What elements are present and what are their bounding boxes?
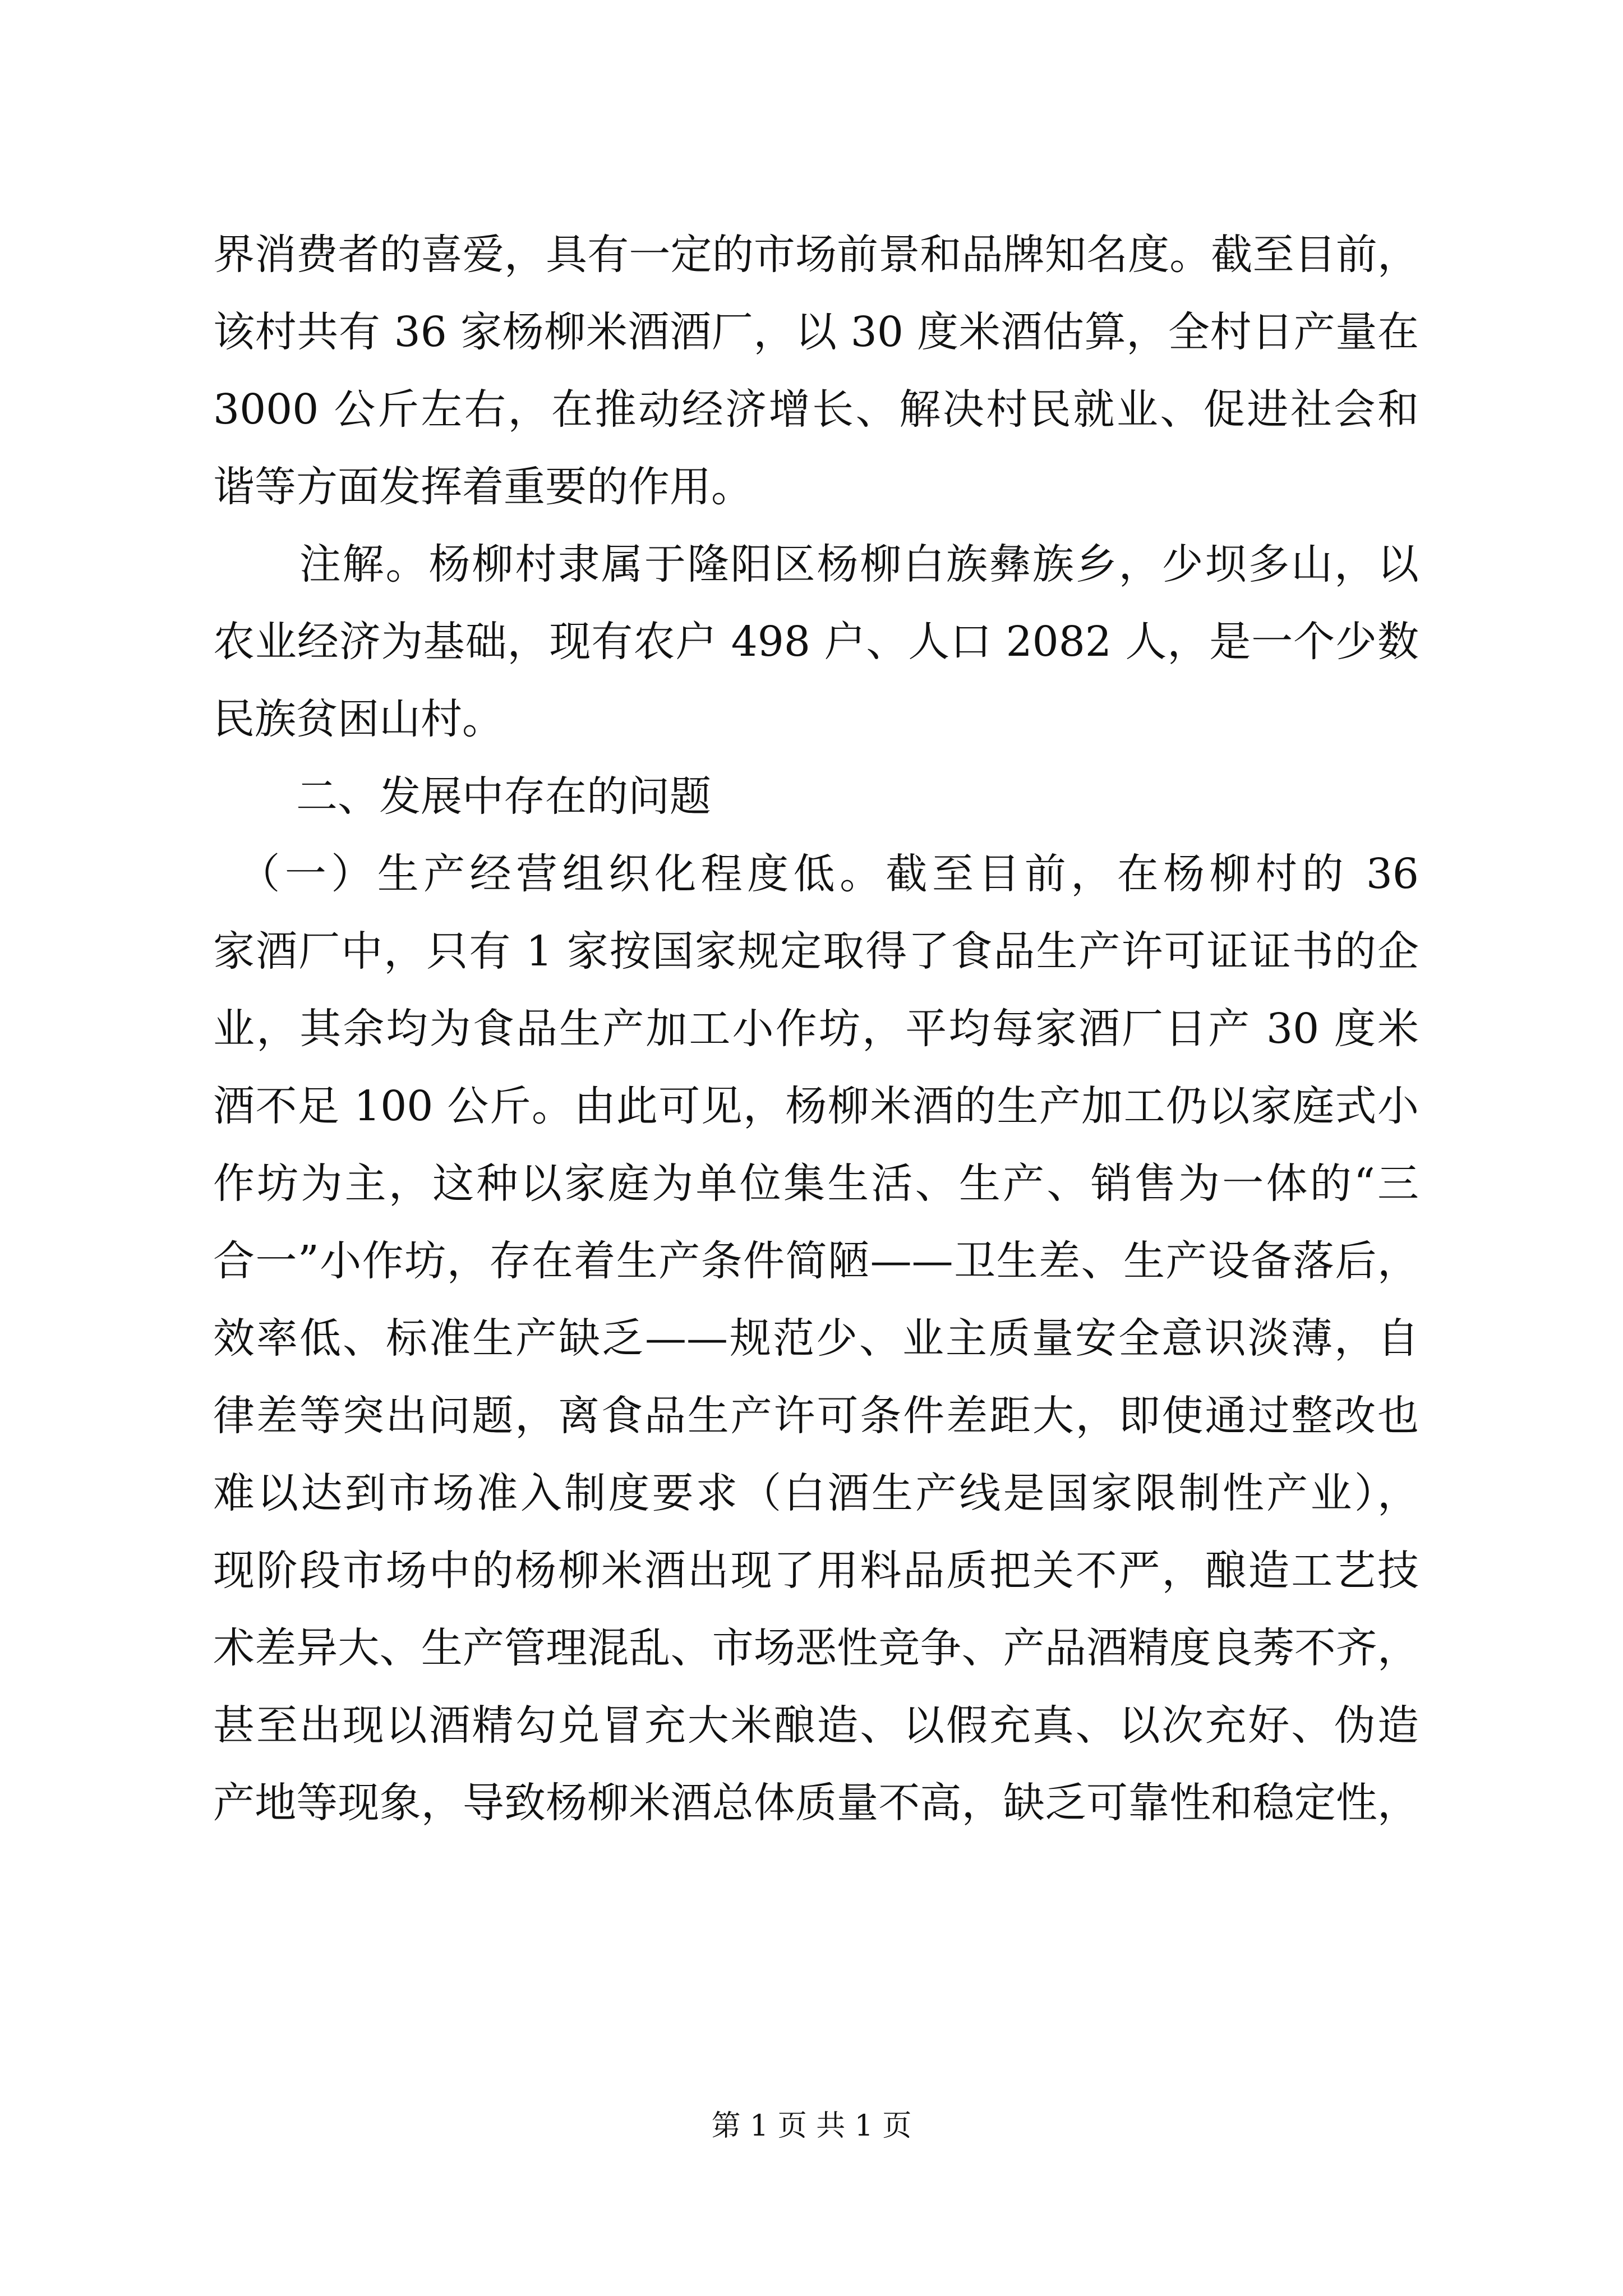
text-line: 甚至出现以酒精勾兑冒充大米酿造、以假充真、以次充好、伪造: [213, 1701, 1419, 1750]
text-line: 产地等现象，导致杨柳米酒总体质量不高，缺乏可靠性和稳定性，: [213, 1779, 1419, 1827]
body-text: [213, 216, 1419, 1842]
text-line: 酒不足 100 公斤。由此可见，杨柳米酒的生产加工仍以家庭式小: [213, 1082, 1419, 1130]
text-line: 家酒厂中，只有 1 家按国家规定取得了食品生产许可证证书的企: [213, 927, 1419, 976]
text-line: 民族贫困山村。: [213, 695, 504, 743]
page-footer: [0, 2106, 1623, 2146]
text-line: 律差等突出问题，离食品生产许可条件差距大，即使通过整改也: [213, 1392, 1419, 1440]
text-line: 术差异大、生产管理混乱、市场恶性竞争、产品酒精度良莠不齐，: [213, 1624, 1419, 1672]
text-line: 业，其余均为食品生产加工小作坊，平均每家酒厂日产 30 度米: [213, 1005, 1419, 1053]
text-line: 3000 公斤左右，在推动经济增长、解决村民就业、促进社会和: [213, 385, 1419, 434]
page-number-label: 第 1 页 共 1 页: [711, 2109, 912, 2143]
text-line: 农业经济为基础，现有农户 498 户、人口 2082 人，是一个少数: [213, 618, 1419, 666]
section-heading: 二、发展中存在的问题: [213, 772, 711, 821]
text-line: 谐等方面发挥着重要的作用。: [213, 463, 753, 511]
text-line: 界消费者的喜爱，具有一定的市场前景和品牌知名度。截至目前，: [213, 231, 1419, 279]
text-line: 效率低、标准生产缺乏——规范少、业主质量安全意识淡薄，自: [213, 1314, 1419, 1363]
text-line: （一）生产经营组织化程度低。截至目前，在杨柳村的 36: [213, 850, 1419, 898]
text-line: 注解。杨柳村隶属于隆阳区杨柳白族彝族乡，少坝多山，以: [213, 540, 1419, 588]
text-line: 作坊为主，这种以家庭为单位集生活、生产、销售为一体的“三: [213, 1159, 1419, 1208]
text-line: 现阶段市场中的杨柳米酒出现了用料品质把关不严，酿造工艺技: [213, 1547, 1419, 1595]
text-line: 难以达到市场准入制度要求（白酒生产线是国家限制性产业），: [213, 1469, 1419, 1517]
text-line: 该村共有 36 家杨柳米酒酒厂，以 30 度米酒估算，全村日产量在: [213, 308, 1419, 356]
text-line: 合一”小作坊，存在着生产条件简陋——卫生差、生产设备落后，: [213, 1237, 1419, 1285]
